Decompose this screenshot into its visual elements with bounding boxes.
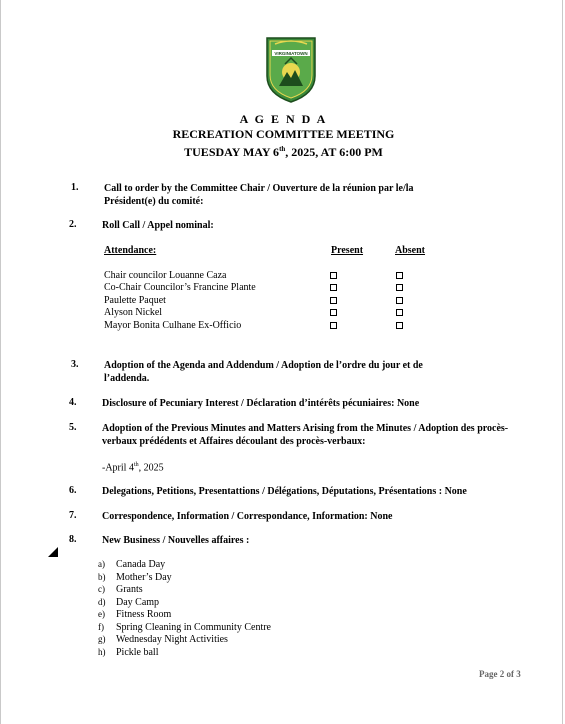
item-4-number: 4. xyxy=(69,397,77,408)
item-1-number: 1. xyxy=(71,182,79,193)
page-number: Page 2 of 3 xyxy=(479,669,521,679)
item-5-text: Adoption of the Previous Minutes and Matters Arising from the Minutes / Adoption des procès-verbaux prédédents et Affaires découlant des procès-verbaux: xyxy=(102,423,509,447)
item-3-text: Adoption of the Agenda and Addendum / Adoption de l’ordre du jour et de l’addenda. xyxy=(104,360,423,384)
present-checkbox[interactable] xyxy=(330,284,337,291)
absent-checkbox[interactable] xyxy=(396,272,403,279)
township-crest-logo xyxy=(265,36,317,104)
item-2-text: Roll Call / Appel nominal: xyxy=(102,220,214,231)
present-header: Present xyxy=(331,245,364,256)
attendee-name: Co-Chair Councilor’s Francine Plante xyxy=(104,282,256,293)
present-checkbox[interactable] xyxy=(330,297,337,304)
table-move-handle-icon[interactable] xyxy=(48,547,58,557)
meeting-date: TUESDAY MAY 6th, 2025, AT 6:00 PM xyxy=(184,145,383,159)
list-item: d) Day Camp xyxy=(98,597,160,608)
absent-header: Absent xyxy=(395,245,426,256)
item-8-number: 8. xyxy=(69,534,77,545)
item-5-number: 5. xyxy=(69,422,77,433)
list-item: a) Canada Day xyxy=(98,559,166,570)
attendee-name: Alyson Nickel xyxy=(104,307,163,318)
item-7-text: Correspondence, Information / Correspondance, Information: None xyxy=(102,511,393,522)
attendee-name: Mayor Bonita Culhane Ex-Officio xyxy=(104,320,242,331)
item-7-number: 7. xyxy=(69,510,77,521)
list-item: b) Mother’s Day xyxy=(98,572,172,583)
list-item: c) Grants xyxy=(98,584,143,595)
item-6-text: Delegations, Petitions, Presentattions / Délégations, Députations, Présentations : None xyxy=(102,486,467,497)
item-6-number: 6. xyxy=(69,485,77,496)
item-1-text: Call to order by the Committee Chair / Ouverture de la réunion par le/la Président(e) du comité: xyxy=(104,183,414,207)
attendee-name: Paulette Paquet xyxy=(104,295,166,306)
absent-checkbox[interactable] xyxy=(396,284,403,291)
list-item: g) Wednesday Night Activities xyxy=(98,634,228,645)
present-checkbox[interactable] xyxy=(330,309,337,316)
absent-checkbox[interactable] xyxy=(396,309,403,316)
list-item: f) Spring Cleaning in Community Centre xyxy=(98,622,271,633)
previous-minutes-date: -April 4th, 2025 xyxy=(102,462,164,474)
item-2-number: 2. xyxy=(69,219,77,230)
attendance-header: Attendance: xyxy=(104,245,157,256)
item-8-text: New Business / Nouvelles affaires : xyxy=(102,535,250,546)
item-4-text: Disclosure of Pecuniary Interest / Déclaration d’intérêts pécuniaires: None xyxy=(102,398,420,409)
attendee-name: Chair councilor Louanne Caza xyxy=(104,270,227,281)
svg-text:VIRGINIATOWN: VIRGINIATOWN xyxy=(274,51,308,56)
agenda-titles xyxy=(1,112,565,160)
agenda-title: A G E N D A xyxy=(239,112,328,126)
list-item: e) Fitness Room xyxy=(98,609,172,620)
present-checkbox[interactable] xyxy=(330,322,337,329)
meeting-title: RECREATION COMMITTEE MEETING xyxy=(172,127,395,141)
list-item: h) Pickle ball xyxy=(98,647,159,658)
present-checkbox[interactable] xyxy=(330,272,337,279)
absent-checkbox[interactable] xyxy=(396,322,403,329)
absent-checkbox[interactable] xyxy=(396,297,403,304)
item-3-number: 3. xyxy=(71,359,79,370)
